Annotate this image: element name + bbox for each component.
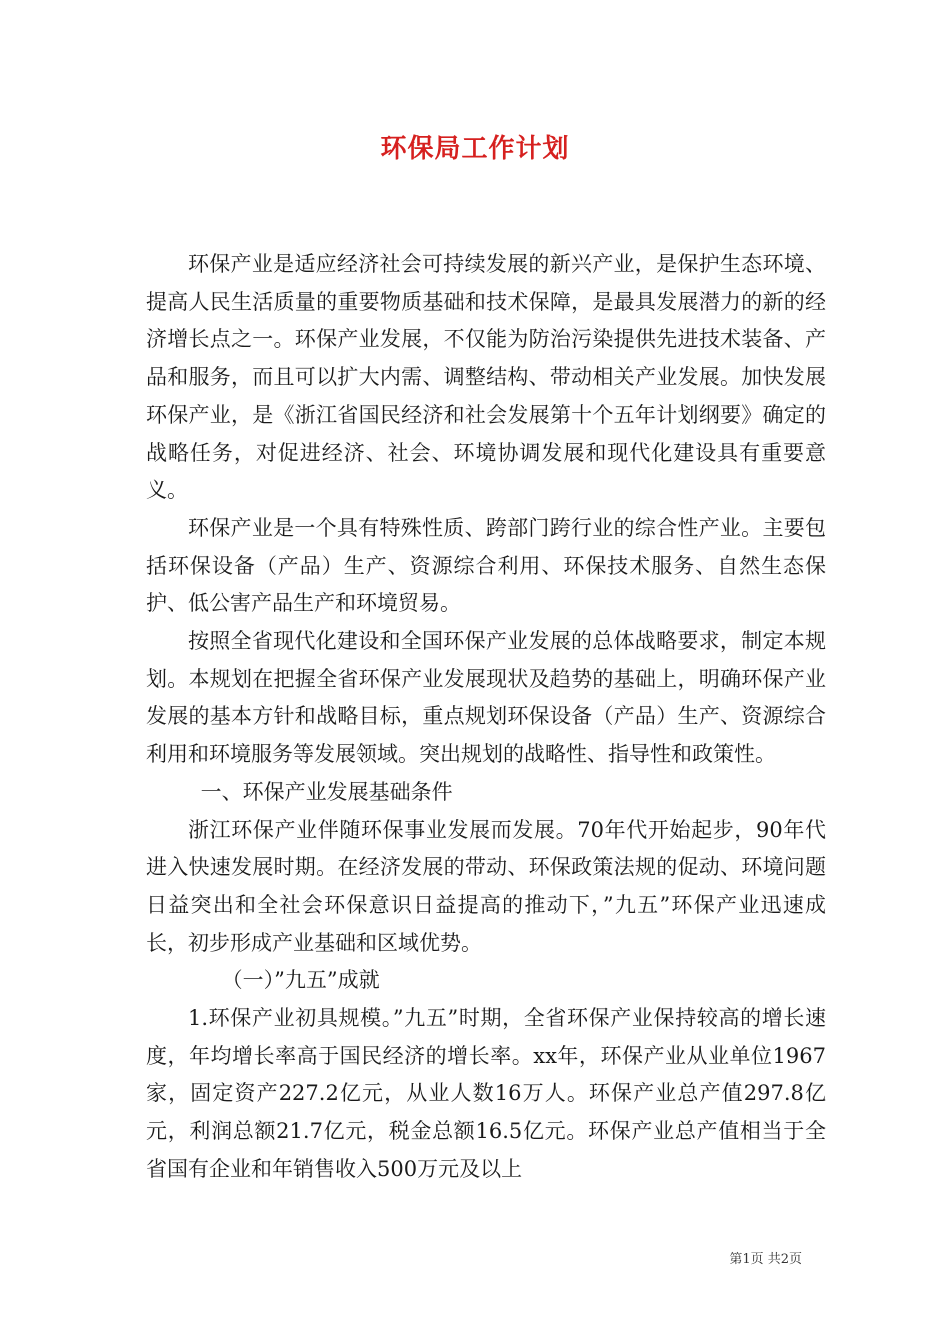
page-number: 第1页 共2页 xyxy=(729,1252,802,1267)
document-body xyxy=(146,246,826,1189)
subsection-heading: （一）”九五”成就 xyxy=(221,968,380,993)
paragraph-achievements: 1.环保产业初具规模。”九五”时期，全省环保产业保持较高的增长速度，年均增长率高于国民经济的增长率。xx年，环保产业从业单位1967家，固定资产227.2亿元，从业人数16万人。环保产业总产值297.8亿元，利润总额21.7亿元，税金总额16.5亿元。环保产业总产值相当于全省国有企业和年销售收入500万元及以上 xyxy=(146,1006,826,1181)
paragraph-scope: 环保产业是一个具有特殊性质、跨部门跨行业的综合性产业。主要包括环保设备（产品）生产、资源综合利用、环保技术服务、自然生态保护、低公害产品生产和环境贸易。 xyxy=(146,515,826,616)
paragraph-development: 浙江环保产业伴随环保事业发展而发展。70年代开始起步，90年代进入快速发展时期。在经济发展的带动、环保政策法规的促动、环境问题日益突出和全社会环保意识日益提高的推动下，”九五”环保产业迅速成长，初步形成产业基础和区域优势。 xyxy=(146,817,826,955)
paragraph-plan: 按照全省现代化建设和全国环保产业发展的总体战略要求，制定本规划。本规划在把握全省环保产业发展现状及趋势的基础上，明确环保产业发展的基本方针和战略目标，重点规划环保设备（产品）生产、资源综合利用和环境服务等发展领域。突出规划的战略性、指导性和政策性。 xyxy=(146,629,826,767)
paragraph-intro: 环保产业是适应经济社会可持续发展的新兴产业，是保护生态环境、提高人民生活质量的重要物质基础和技术保障，是最具发展潜力的新的经济增长点之一。环保产业发展，不仅能为防治污染提供先进技术装备、产品和服务，而且可以扩大内需、调整结构、带动相关产业发展。加快发展环保产业，是《浙江省国民经济和社会发展第十个五年计划纲要》确定的战略任务，对促进经济、社会、环境协调发展和现代化建设具有重要意义。 xyxy=(146,252,826,503)
section-heading: 一、环保产业发展基础条件 xyxy=(200,779,453,804)
document-title: 环保局工作计划 xyxy=(380,134,570,164)
